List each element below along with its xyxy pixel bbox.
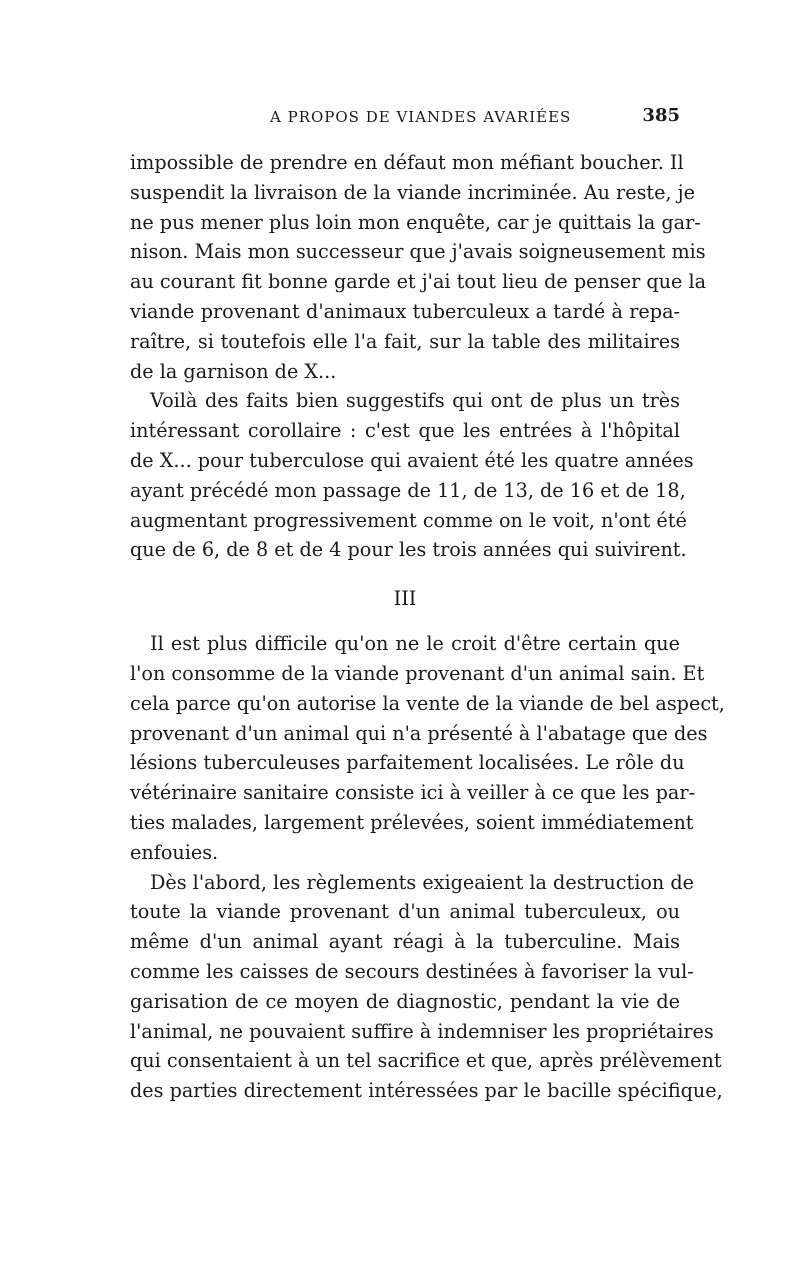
text-line: l'on consomme de la viande provenant d'un animal sain. Et xyxy=(130,661,705,685)
text-line: intéressant corollaire : c'est que les entrées à l'hôpital xyxy=(130,419,680,443)
text-line: Dès l'abord, les règlements exigeaient la destruction de xyxy=(150,870,695,894)
text-line: toute la viande provenant d'un animal tuberculeux, ou xyxy=(130,900,680,924)
running-header xyxy=(130,104,680,134)
text-line: suspendit la livraison de la viande incriminée. Au reste, je xyxy=(130,180,695,204)
text-line: l'animal, ne pouvaient suffire à indemniser les propriétaires xyxy=(130,1019,714,1043)
paragraph xyxy=(130,629,725,867)
text-line: de la garnison de X... xyxy=(130,359,337,383)
running-title: A PROPOS DE VIANDES AVARIÉES xyxy=(270,108,572,126)
text-line: nison. Mais mon successeur que j'avais soigneusement mis xyxy=(130,240,706,264)
text-block-2 xyxy=(130,629,725,1106)
text-line: ties malades, largement prélevées, soient immédiatement xyxy=(130,810,694,834)
text-line: que de 6, de 8 et de 4 pour les trois années qui suivirent. xyxy=(130,538,687,562)
text-line: vétérinaire sanitaire consiste ici à veiller à ce que les par- xyxy=(130,781,696,805)
text-line: enfouies. xyxy=(130,840,219,864)
text-line: raître, si toutefois elle l'a fait, sur la table des militaires xyxy=(130,329,680,353)
text-line: impossible de prendre en défaut mon méfiant boucher. Il xyxy=(130,151,684,174)
text-line: comme les caisses de secours destinées à favoriser la vul- xyxy=(130,959,694,983)
text-line: qui consentaient à un tel sacrifice et que, après prélèvement xyxy=(130,1049,722,1073)
page-number: 385 xyxy=(642,105,680,126)
paragraph xyxy=(130,148,707,386)
text-line: viande provenant d'animaux tuberculeux a tardé à repa- xyxy=(130,299,680,323)
text-line: de X... pour tuberculose qui avaient été les quatre années xyxy=(130,448,694,472)
text-line: des parties directement intéressées par le bacille spécifique, xyxy=(130,1079,723,1103)
text-line: provenant d'un animal qui n'a présenté à l'abatage que des xyxy=(130,721,708,745)
page-body xyxy=(130,148,725,1106)
text-line: cela parce qu'on autorise la vente de la viande de bel aspect, xyxy=(130,691,725,715)
text-line: lésions tuberculeuses parfaitement localisées. Le rôle du xyxy=(130,751,685,775)
text-line: au courant fit bonne garde et j'ai tout lieu de penser que la xyxy=(130,270,707,294)
text-line: ayant précédé mon passage de 11, de 13, de 16 et de 18, xyxy=(130,478,686,502)
paragraph xyxy=(130,868,723,1106)
text-line: augmentant progressivement comme on le voit, n'ont été xyxy=(130,508,687,532)
text-line: Voilà des faits bien suggestifs qui ont de plus un très xyxy=(150,389,680,413)
paragraph xyxy=(130,386,694,565)
text-block-1 xyxy=(130,148,707,565)
text-line: ne pus mener plus loin mon enquête, car je quittais la gar- xyxy=(130,210,701,234)
section-heading: III xyxy=(393,587,417,611)
text-line: même d'un animal ayant réagi à la tuberculine. Mais xyxy=(130,930,680,954)
text-line: garisation de ce moyen de diagnostic, pendant la vie de xyxy=(130,989,680,1013)
text-line: Il est plus difficile qu'on ne le croit d'être certain que xyxy=(150,632,680,656)
